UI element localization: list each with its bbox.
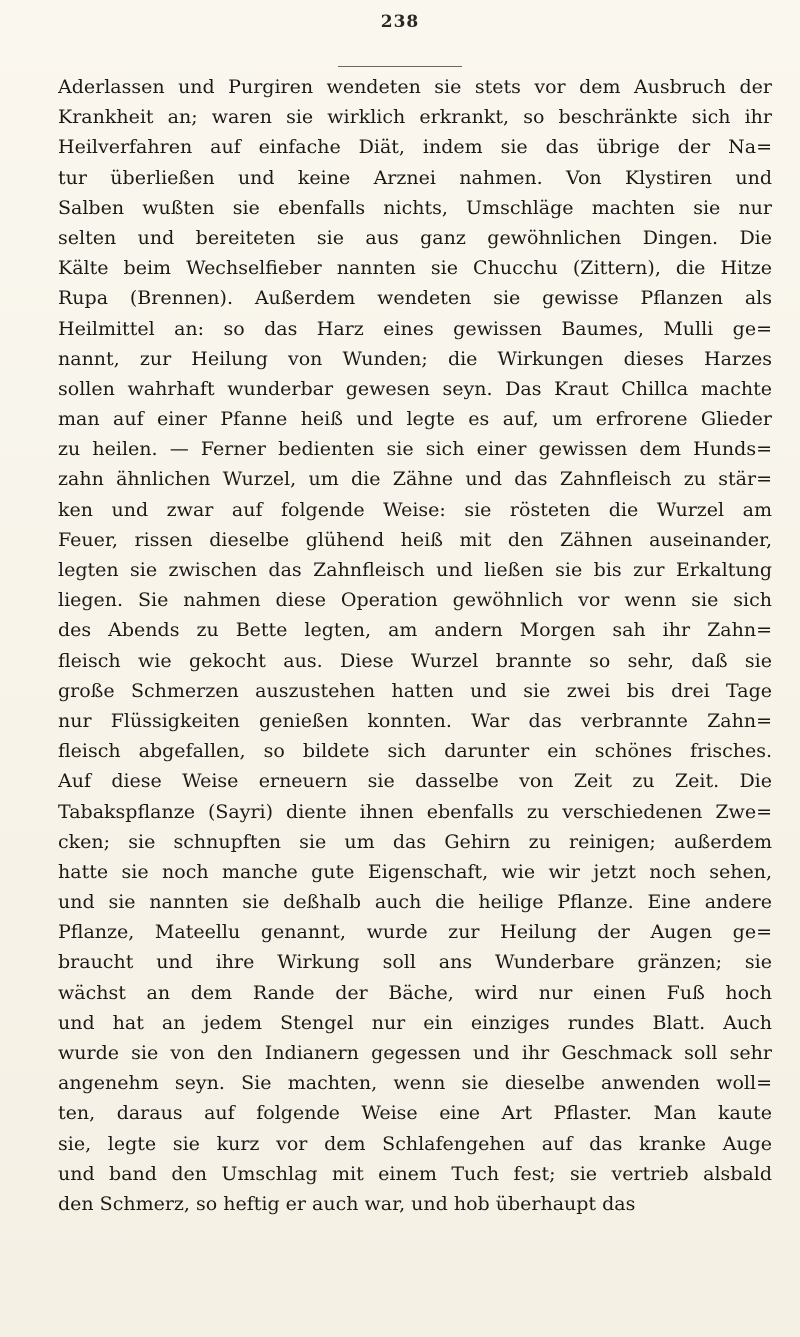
- text-line: wurde sie von den Indianern gegessen und ihr Geschmack soll sehr: [58, 1042, 772, 1064]
- text-line: Krankheit an; waren sie wirklich erkrankt, so beschränkte sich ihr: [58, 106, 772, 129]
- text-line: legten sie zwischen das Zahnfleisch und ließen sie bis zur Erkaltung: [58, 559, 772, 581]
- text-line: cken; sie schnupften sie um das Gehirn zu reinigen; außerdem: [58, 830, 772, 853]
- text-line: und sie nannten sie deßhalb auch die heilige Pflanze. Eine andere: [58, 891, 772, 914]
- text-line: Rupa (Brennen). Außerdem wendeten sie gewisse Pflanzen als: [58, 287, 772, 310]
- text-line: ken und zwar auf folgende Weise: sie rösteten die Wurzel am: [58, 498, 772, 521]
- text-line: und band den Umschlag mit einem Tuch fest; sie vertrieb alsbald: [58, 1162, 772, 1185]
- header-rule: [338, 66, 462, 67]
- text-line: Feuer, rissen dieselbe glühend heiß mit den Zähnen auseinander,: [58, 528, 772, 551]
- text-line: Heilverfahren auf einfache Diät, indem sie das übrige der Na=: [58, 136, 772, 159]
- text-line: den Schmerz, so heftig er auch war, und hob überhaupt das: [58, 1192, 636, 1215]
- text-line: fleisch abgefallen, so bildete sich darunter ein schönes frisches.: [58, 740, 772, 763]
- page-number: 238: [380, 12, 420, 32]
- text-line: Auf diese Weise erneuern sie dasselbe von Zeit zu Zeit. Die: [58, 770, 772, 793]
- text-line: Aderlassen und Purgiren wendeten sie stets vor dem Ausbruch der: [58, 76, 772, 98]
- text-line: fleisch wie gekocht aus. Diese Wurzel brannte so sehr, daß sie: [58, 649, 772, 672]
- text-line: Pflanze, Mateellu genannt, wurde zur Heilung der Augen ge=: [58, 921, 772, 944]
- text-line: Heilmittel an: so das Harz eines gewissen Baumes, Mulli ge=: [58, 317, 772, 340]
- text-line: hatte sie noch manche gute Eigenschaft, wie wir jetzt noch sehen,: [58, 860, 772, 883]
- text-line: zu heilen. — Ferner bedienten sie sich einer gewissen dem Hunds=: [58, 438, 772, 461]
- text-line: liegen. Sie nahmen diese Operation gewöhnlich vor wenn sie sich: [58, 589, 772, 612]
- text-line: nur Flüssigkeiten genießen konnten. War das verbrannte Zahn=: [58, 709, 772, 732]
- text-line: angenehm seyn. Sie machten, wenn sie dieselbe anwenden woll=: [58, 1072, 772, 1095]
- text-line: ten, daraus auf folgende Weise eine Art Pflaster. Man kaute: [58, 1102, 772, 1125]
- text-line: Kälte beim Wechselfieber nannten sie Chucchu (Zittern), die Hitze: [58, 257, 772, 280]
- text-line: sie, legte sie kurz vor dem Schlafengehen auf das kranke Auge: [58, 1132, 772, 1155]
- text-line: Salben wußten sie ebenfalls nichts, Umschläge machten sie nur: [58, 196, 772, 219]
- text-line: selten und bereiteten sie aus ganz gewöhnlichen Dingen. Die: [58, 226, 772, 249]
- text-line: nannt, zur Heilung von Wunden; die Wirkungen dieses Harzes: [58, 347, 772, 370]
- text-line: man auf einer Pfanne heiß und legte es auf, um erfrorene Glieder: [58, 408, 772, 431]
- text-line: sollen wahrhaft wunderbar gewesen seyn. Das Kraut Chillca machte: [58, 377, 772, 400]
- text-line: wächst an dem Rande der Bäche, wird nur einen Fuß hoch: [58, 981, 772, 1004]
- text-line: des Abends zu Bette legten, am andern Morgen sah ihr Zahn=: [58, 619, 772, 642]
- text-line: braucht und ihre Wirkung soll ans Wunderbare gränzen; sie: [58, 951, 772, 974]
- body-text: [58, 72, 772, 1219]
- text-line: und hat an jedem Stengel nur ein einziges rundes Blatt. Auch: [58, 1011, 772, 1034]
- text-line: Tabakspflanze (Sayri) diente ihnen ebenfalls zu verschiedenen Zwe=: [58, 800, 772, 823]
- text-line: tur überließen und keine Arznei nahmen. Von Klystiren und: [58, 166, 772, 189]
- text-line: zahn ähnlichen Wurzel, um die Zähne und das Zahnfleisch zu stär=: [58, 468, 772, 491]
- text-line: große Schmerzen auszustehen hatten und sie zwei bis drei Tage: [58, 679, 772, 702]
